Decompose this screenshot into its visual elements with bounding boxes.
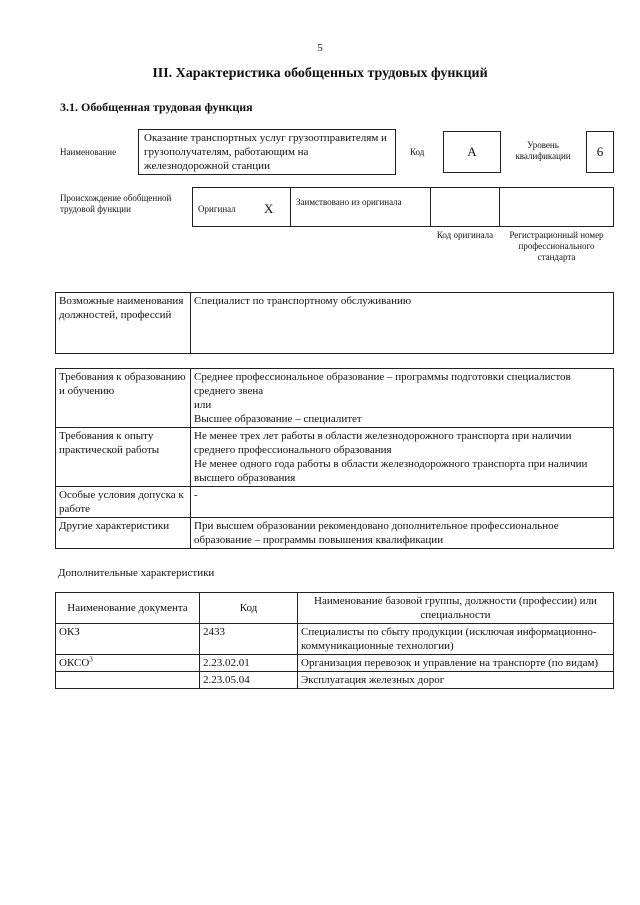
code-label: Код — [410, 147, 425, 157]
positions-table — [55, 292, 614, 354]
name-cell: Организация перевозок и управление на транспорте (по видам) — [298, 655, 614, 672]
function-name-value: Оказание транспортных услуг грузоотправителям и грузополучателям, работающим на железнодорожной станции — [144, 132, 387, 172]
level-box — [586, 131, 614, 173]
table-row — [56, 655, 614, 672]
req-line: При высшем образовании рекомендовано дополнительное профессиональное образование – программы повышения квалификации — [194, 520, 559, 546]
name-label: Наименование — [60, 147, 117, 157]
footnote-ref: 3 — [89, 655, 93, 664]
req-line: Среднее профессиональное образование – программы подготовки специалистов среднего звена — [194, 371, 571, 397]
positions-label: Возможные наименования должностей, профессий — [56, 293, 191, 354]
code-cell: 2.23.05.04 — [200, 672, 298, 689]
level-value: 6 — [596, 144, 604, 159]
additional-table — [55, 592, 614, 689]
table-row — [56, 624, 614, 655]
page-number: 5 — [317, 42, 323, 54]
doc-cell: ОКСО — [59, 657, 90, 669]
code-cell: 2.23.02.01 — [200, 655, 298, 672]
req-line: или — [194, 399, 212, 411]
subsection-title: 3.1. Обобщенная трудовая функция — [60, 100, 253, 114]
code-original-caption: Код оригинала — [436, 230, 494, 240]
table-row — [56, 518, 614, 549]
code-value: A — [467, 144, 477, 159]
table-row — [56, 487, 614, 518]
req-line: Не менее одного года работы в области железнодорожного транспорта при наличии высшего образования — [194, 458, 588, 484]
req-label: Другие характеристики — [56, 518, 191, 549]
req-label: Требования к опыту практической работы — [56, 428, 191, 487]
function-name-box — [138, 129, 396, 175]
code-cell: 2433 — [200, 624, 298, 655]
req-line: - — [194, 489, 198, 501]
name-cell: Специалисты по сбыту продукции (исключая информационно-коммуникационные технологии) — [298, 624, 614, 655]
code-box — [443, 131, 501, 173]
name-cell: Эксплуатация железных дорог — [298, 672, 614, 689]
borrowed-label: Заимствовано из оригинала — [296, 197, 402, 207]
header-name: Наименование базовой группы, должности (профессии) или специальности — [298, 593, 614, 624]
req-line: Высшее образование – специалитет — [194, 413, 362, 425]
level-label: Уровень квалификации — [515, 140, 571, 161]
positions-value: Специалист по транспортному обслуживанию — [191, 293, 614, 354]
original-mark: X — [264, 201, 274, 216]
table-header-row — [56, 593, 614, 624]
table-row — [56, 672, 614, 689]
original-label: Оригинал — [198, 204, 236, 214]
doc-cell: ОКЗ — [59, 626, 80, 638]
origin-label: Происхождение обобщенной трудовой функции — [60, 193, 172, 214]
reg-number-caption: Регистрационный номер профессионального стандарта — [509, 230, 604, 262]
table-row — [56, 428, 614, 487]
table-row — [56, 369, 614, 428]
req-line: Не менее трех лет работы в области железнодорожного транспорта при наличии среднего профессионального образования — [194, 430, 572, 456]
section-title: III. Характеристика обобщенных трудовых функций — [152, 66, 488, 81]
req-label: Особые условия допуска к работе — [56, 487, 191, 518]
additional-title: Дополнительные характеристики — [58, 567, 215, 579]
requirements-table — [55, 368, 614, 549]
req-label: Требования к образованию и обучению — [56, 369, 191, 428]
header-doc: Наименование документа — [56, 593, 200, 624]
header-code: Код — [200, 593, 298, 624]
